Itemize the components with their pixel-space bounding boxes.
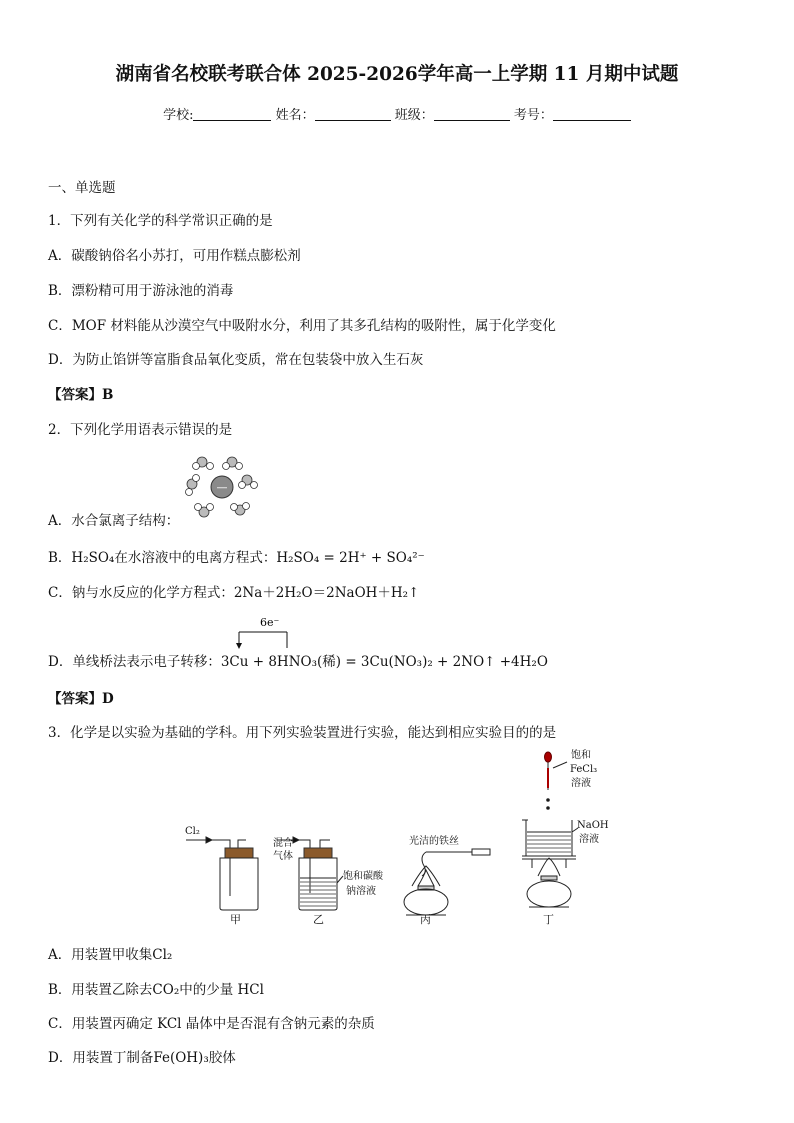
apparatus-bing	[404, 834, 490, 915]
bicarbonate-label-2: 钠溶液	[346, 886, 376, 897]
fecl3-label-3: 溶液	[571, 778, 591, 789]
label-jia: 甲	[230, 913, 241, 926]
water-molecule	[239, 475, 258, 489]
water-molecule	[195, 504, 214, 518]
q2-option-c: C．钠与水反应的化学方程式：2Na＋2H₂O＝2NaOH＋H₂↑	[48, 585, 420, 601]
label-ding: 丁	[543, 913, 554, 926]
iron-wire-label: 光洁的铁丝	[409, 836, 459, 847]
q2-answer: 【答案】D	[48, 691, 114, 707]
water-molecule	[193, 457, 214, 470]
q3-option-b: B．用装置乙除去CO₂中的少量 HCl	[48, 982, 264, 998]
q3-option-a: A．用装置甲收集Cl₂	[48, 947, 173, 963]
student-info-line	[0, 104, 794, 123]
hydrated-chloride-ion-diagram	[182, 452, 262, 522]
naoh-label-2: 溶液	[579, 834, 599, 845]
q2-option-a: A．水合氯离子结构：	[48, 513, 180, 529]
q1-option-d: D．为防止馅饼等富脂食品氧化变质，常在包装袋中放入生石灰	[48, 352, 424, 368]
q2-option-b-equation: H₂SO₄ = 2H⁺ + SO₄²⁻	[276, 550, 425, 566]
naoh-label-1: NaOH	[577, 820, 609, 831]
electron-transfer-bridge	[220, 614, 310, 650]
q2-option-d	[48, 650, 548, 670]
q2-option-b-prefix: B．H₂SO₄在水溶液中的电离方程式：	[48, 550, 277, 566]
q1-option-a: A．碳酸钠俗名小苏打，可用作糕点膨松剂	[48, 248, 301, 264]
cl2-label: Cl₂	[185, 826, 200, 837]
name-label: 姓名：	[275, 108, 315, 123]
q3-stem: 3．化学是以实验为基础的学科。用下列实验装置进行实验，能达到相应实验目的的是	[48, 725, 557, 741]
class-label: 班级：	[394, 108, 434, 123]
water-molecule	[223, 457, 243, 470]
exam-number-label: 考号：	[513, 108, 553, 123]
section-title: 一、单选题	[48, 180, 116, 196]
label-bing: 丙	[420, 913, 431, 926]
water-molecule	[231, 503, 250, 516]
q3-option-d: D．用装置丁制备Fe(OH)₃胶体	[48, 1050, 236, 1066]
school-blank[interactable]	[193, 106, 271, 121]
q2-option-b	[48, 546, 425, 566]
name-blank[interactable]	[315, 106, 391, 121]
apparatus-yi	[273, 836, 343, 910]
fecl3-label-1: 饱和	[571, 750, 591, 761]
electron-count-label: 6e⁻	[260, 616, 280, 629]
mixed-gas-label-1: 混合	[273, 838, 293, 849]
q2-option-d-equation: 3Cu + 8HNO₃(稀) = 3Cu(NO₃)₂ + 2NO↑ +4H₂O	[220, 654, 548, 670]
q2-option-d-prefix: D．单线桥法表示电子转移：	[48, 654, 221, 670]
class-blank[interactable]	[434, 106, 510, 121]
exam-number-blank[interactable]	[553, 106, 631, 121]
q3-option-c: C．用装置丙确定 KCl 晶体中是否混有含钠元素的杂质	[48, 1016, 375, 1032]
bicarbonate-label-1: 饱和碳酸	[343, 871, 383, 882]
fecl3-label-2: FeCl₃	[570, 764, 598, 775]
ion-charge-symbol: —	[216, 481, 228, 494]
mixed-gas-label-2: 气体	[273, 851, 293, 862]
water-molecule	[186, 475, 200, 496]
label-yi: 乙	[313, 913, 324, 926]
q1-answer: 【答案】B	[48, 387, 114, 403]
q1-option-c: C．MOF 材料能从沙漠空气中吸附水分，利用了其多孔结构的吸附性，属于化学变化	[48, 318, 556, 334]
experiment-apparatus-figure	[180, 748, 620, 930]
q2-stem: 2．下列化学用语表示错误的是	[48, 422, 233, 438]
apparatus-ding	[522, 752, 578, 907]
apparatus-jia	[185, 826, 258, 910]
q1-option-b: B．漂粉精可用于游泳池的消毒	[48, 283, 234, 299]
school-label: 学校:	[163, 108, 194, 123]
q1-stem: 1．下列有关化学的科学常识正确的是	[48, 213, 273, 229]
page-title: 湖南省名校联考联合体 2025-2026学年高一上学期 11 月期中试题	[115, 64, 679, 85]
